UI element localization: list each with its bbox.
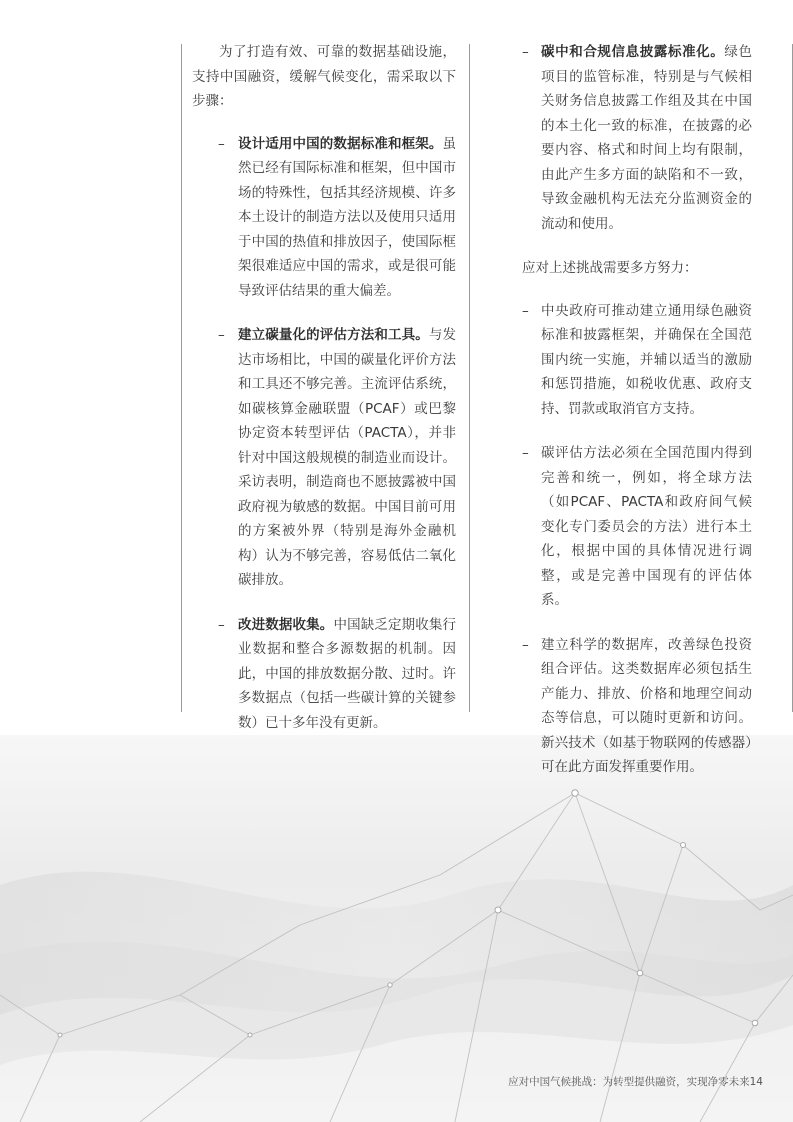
page-number: 14: [749, 1076, 763, 1088]
footer-title: 应对中国气候挑战：为转型提供融资，实现净零未来: [508, 1076, 750, 1088]
list-item: [192, 613, 456, 736]
bullet-dash: –: [522, 636, 529, 653]
lead-paragraph: 应对上述挑战需要多方努力：: [522, 260, 698, 276]
bullet-text: 绿色项目的监管标准，特别是与气候相关财务信息披露工作组及其在中国的本土化一致的标准，在披露的必要内容、格式和时间上均有限制，由此产生多方面的缺陷和不一致，导致金融机构无法充分监测资金的流动和使用。: [541, 44, 753, 232]
bullet-dash: –: [218, 616, 225, 633]
bullet-text: 中国缺乏定期收集行业数据和整合多源数据的机制。因此，中国的排放数据分散、过时。许多数据点（包括一些碳计算的关键参数）已十多年没有更新。: [238, 616, 457, 731]
list-item: [522, 40, 752, 236]
bullet-dash: –: [522, 44, 529, 60]
list-item: [192, 323, 456, 593]
left-column-divider: [181, 44, 182, 712]
bullet-dash: –: [218, 135, 225, 152]
page-footer: [508, 1074, 763, 1089]
bullet-dash: –: [218, 327, 225, 343]
bullet-text: 建立科学的数据库，改善绿色投资组合评估。这类数据库必须包括生产能力、排放、价格和地理空间动态等信息，可以随时更新和访问。新兴技术（如基于物联网的传感器）可在此方面发挥重要作用。: [541, 636, 752, 775]
right-column: [522, 40, 752, 800]
bullet-text: 虽然已经有国际标准和框架，但中国市场的特殊性，包括其经济规模、许多本土设计的制造方法以及使用只适用于中国的热值和排放因子，使国际框架很难适应中国的需求，或是很可能导致评估结果的重大偏差。: [238, 135, 456, 299]
center-column-divider: [469, 44, 470, 712]
list-item: [522, 633, 752, 780]
bullet-text: 与发达市场相比，中国的碳量化评价方法和工具还不够完善。主流评估系统，如碳核算金融联盟（PCAF）或巴黎协定资本转型评估（PACTA），并非针对中国这般规模的制造业而设计。采访表明，制造商也不愿披露被中国政府视为敏感的数据。中国目前可用的方案被外界（特别是海外金融机构）认为不够完善，容易低估二氧化碳排放。: [238, 327, 457, 588]
intro-paragraph: 为了打造有效、可靠的数据基础设施，支持中国融资，缓解气候变化，需采取以下步骤：: [192, 44, 456, 109]
list-item: [192, 132, 456, 304]
bullet-title: 建立碳量化的评估方法和工具。: [238, 327, 429, 343]
bullet-dash: –: [522, 302, 529, 319]
bullet-title: 改进数据收集。: [238, 616, 334, 633]
bullet-title: 碳中和合规信息披露标准化。: [541, 44, 725, 60]
list-item: [522, 441, 752, 613]
bullet-dash: –: [522, 445, 529, 461]
list-item: [522, 299, 752, 422]
bullet-title: 设计适用中国的数据标准和框架。: [238, 135, 443, 152]
bullet-text: 中央政府可推动建立通用绿色融资标准和披露框架，并确保在全国范围内统一实施，并辅以适当的激励和惩罚措施，如税收优惠、政府支持、罚款或取消官方支持。: [541, 302, 752, 417]
left-column: [192, 40, 456, 755]
bullet-text: 碳评估方法必须在全国范围内得到完善和统一，例如，将全球方法（如PCAF、PACTA和政府间气候变化专门委员会的方法）进行本土化，根据中国的具体情况进行调整，或是完善中国现有的评估体系。: [541, 445, 752, 608]
